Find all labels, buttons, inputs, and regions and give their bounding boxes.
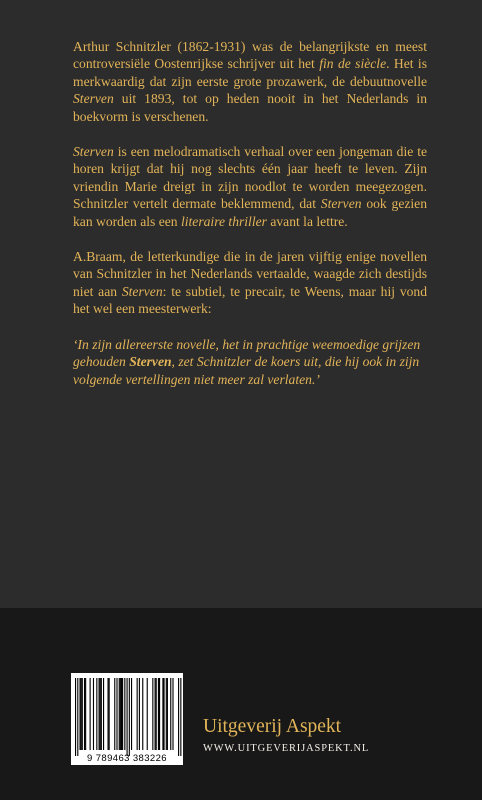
barcode-bar xyxy=(114,678,115,750)
barcode-bar xyxy=(96,678,97,750)
barcode-bar xyxy=(163,678,164,750)
barcode-bar xyxy=(90,678,91,750)
publisher-website: WWW.UITGEVERIJASPEKT.NL xyxy=(203,743,370,754)
barcode-bar xyxy=(178,678,179,756)
barcode-bar xyxy=(120,678,121,750)
barcode-bar xyxy=(158,678,159,750)
barcode-bar xyxy=(159,678,160,750)
barcode-bar xyxy=(129,678,130,756)
barcode-bar xyxy=(139,678,140,750)
barcode-bar xyxy=(170,678,171,750)
barcode-bar xyxy=(124,678,125,750)
barcode-bar xyxy=(167,678,168,750)
barcode-bar xyxy=(121,678,122,750)
barcode-bar xyxy=(162,678,163,750)
barcode-bar xyxy=(100,678,101,750)
intro-paragraph: Arthur Schnitzler (1862-1931) was de belangrijkste en meest controversiële Oostenrijkse schrijver uit het fin de siècle. Het is merkwaardig dat zijn eerste grote prozawerk, de debuutnovelle Sterven uit 1893, tot op heden nooit in het Nederlands in boekvorm is verschenen. xyxy=(73,39,428,124)
barcode-bar xyxy=(82,678,83,750)
translator-paragraph: A.Braam, de letterkundige die in de jaren vijftig enige novellen van Schnitzler in het Nederlands vertaalde, waagde zich destijds niet aan Sterven: te subtiel, te precair, te Weens, maar hij vond het wel een meesterwerk: xyxy=(73,249,428,317)
barcode-bar xyxy=(131,678,132,750)
blurb-quote: ‘In zijn allereerste novelle, het in prachtige weemoedige grijzen gehouden Sterven, zet Schnitzler de koers uit, die hij ook in zijn volgende vertellingen niet meer zal verlaten.’ xyxy=(73,336,421,387)
barcode-bar xyxy=(81,678,82,750)
barcode-bar xyxy=(85,678,86,750)
barcode-bar xyxy=(172,678,173,750)
barcode-bar xyxy=(122,678,123,750)
publisher-name: Uitgeverij Aspekt xyxy=(203,716,342,737)
barcode-bar xyxy=(77,678,78,756)
barcode-bar xyxy=(93,678,94,750)
barcode-bar xyxy=(101,678,102,750)
barcode-bar xyxy=(142,678,143,750)
isbn-digits: 9 789463 383226 xyxy=(87,753,167,764)
barcode-bar xyxy=(166,678,167,750)
barcode-bar xyxy=(156,678,157,750)
barcode-bar xyxy=(116,678,117,750)
barcode-bar xyxy=(75,678,76,756)
barcode-bar xyxy=(127,678,128,756)
barcode-bar xyxy=(147,678,148,750)
isbn-barcode xyxy=(71,673,183,765)
blurb-text xyxy=(73,38,427,406)
barcode-bar xyxy=(152,678,153,750)
barcode-bars xyxy=(71,673,183,765)
barcode-bar xyxy=(109,678,110,750)
barcode-bar xyxy=(79,678,80,750)
barcode-bar xyxy=(119,678,120,750)
barcode-bar xyxy=(99,678,100,750)
barcode-bar xyxy=(107,678,108,750)
summary-paragraph: Sterven is een melodramatisch verhaal over een jongeman die te horen krijgt dat hij nog slechts één jaar heeft te leven. Zijn vriendin Marie dreigt in zijn noodlot te worden meegezogen. Schnitzler vertelt dermate beklemmend, dat Sterven ook gezien kan worden als een literaire thriller avant la lettre. xyxy=(73,144,427,229)
barcode-bar xyxy=(84,678,85,750)
barcode-bar xyxy=(155,678,156,750)
barcode-bar xyxy=(180,678,181,756)
barcode-bar xyxy=(137,678,138,750)
barcode-bar xyxy=(103,678,104,750)
